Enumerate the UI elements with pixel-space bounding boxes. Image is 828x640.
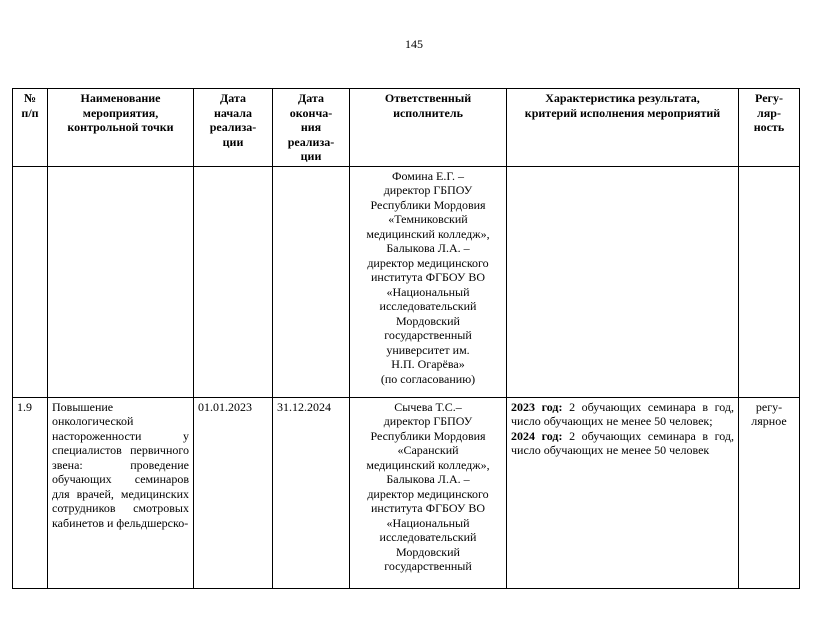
cell-end-date: 31.12.2024: [273, 397, 350, 588]
page-number: 145: [405, 37, 423, 51]
cell-regularity: регу- лярное: [739, 397, 800, 588]
cell-result: [507, 397, 739, 588]
header-name: Наименование мероприятия, контрольной точки: [48, 89, 194, 167]
result-2024: 2024 год: 2 обучающих семинара в год, число обучающих не менее 50 человек: [511, 428, 735, 457]
cell-responsible-continued: Фомина Е.Г. – директор ГБПОУ Республики Мордовия «Темниковский медицинский колледж», Балыкова Л.А. – директор медицинского института ФГБОУ ВО «Национальный исследовательский Мордовский государственный университет им. Н.П. Огарёва» (по согласованию): [350, 166, 507, 397]
result-2023: 2023 год: 2 обучающих семинара в год, число обучающих не менее 50 человек;: [511, 399, 735, 428]
header-result: Характеристика результата, критерий исполнения мероприятий: [507, 89, 739, 167]
cell-start-empty: [194, 166, 273, 397]
cell-num-empty: [13, 166, 48, 397]
table-row-1-9: [13, 397, 800, 588]
header-responsible: Ответственный исполнитель: [350, 89, 507, 167]
header-row: [13, 89, 800, 167]
header-start-date: Дата начала реализа- ции: [194, 89, 273, 167]
cell-name: Повышение онкологической настороженности у специалистов первичного звена: проведение обучающих семинаров для врачей, медицинских сотрудников смотровых кабинетов и фельдшерско-: [48, 397, 194, 588]
cell-regularity-empty: [739, 166, 800, 397]
cell-end-empty: [273, 166, 350, 397]
cell-num: 1.9: [13, 397, 48, 588]
table-row-continued: [13, 166, 800, 397]
cell-name-empty: [48, 166, 194, 397]
header-regularity: Регу- ляр- ность: [739, 89, 800, 167]
cell-responsible: Сычева Т.С.– директор ГБПОУ Республики Мордовия «Саранский медицинский колледж», Балыкова Л.А. – директор медицинского института ФГБОУ ВО «Национальный исследовательский Мордовский государственный: [350, 397, 507, 588]
cell-start-date: 01.01.2023: [194, 397, 273, 588]
header-end-date: Дата оконча- ния реализа- ции: [273, 89, 350, 167]
cell-result-empty: [507, 166, 739, 397]
events-table: [12, 88, 800, 589]
header-num: № п/п: [13, 89, 48, 167]
